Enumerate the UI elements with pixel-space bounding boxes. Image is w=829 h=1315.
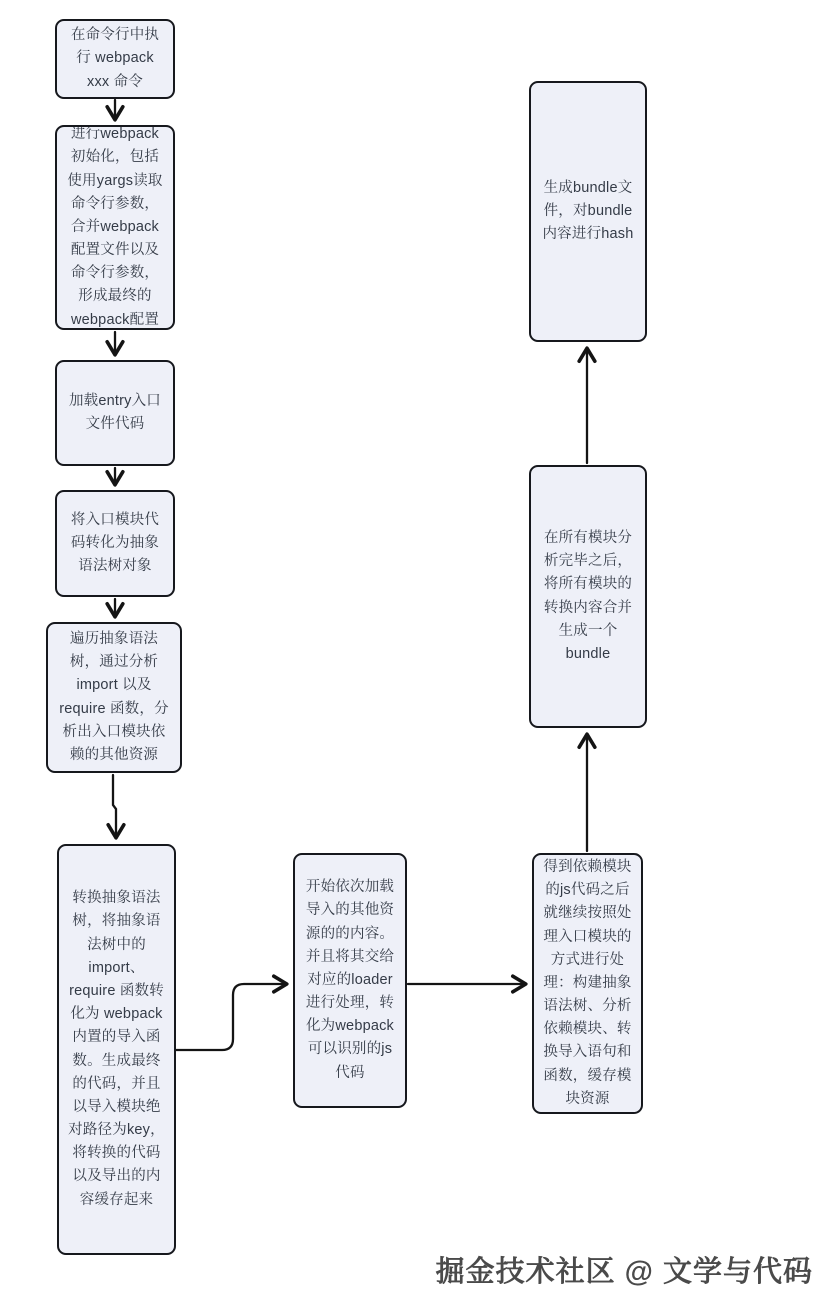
flow-node-entry-to-ast-label: 将入口模块代码转化为抽象语法树对象 bbox=[70, 511, 160, 575]
arrow-transform-ast-to-load-deps bbox=[176, 984, 286, 1050]
flow-node-transform-ast bbox=[57, 844, 176, 1255]
flow-node-load-deps-label: 开始依次加载导入的其他资源的的内容。并且将其交给对应的loader进行处理，转化为webpack可以识别的js代码 bbox=[305, 879, 395, 1081]
flow-node-merge-bundle-label: 在所有模块分析完毕之后，将所有模块的转换内容合并生成一个 bundle bbox=[543, 529, 633, 662]
flow-node-generate-bundle-label: 生成bundle文件，对bundle内容进行hash bbox=[542, 179, 634, 243]
flow-node-load-deps bbox=[293, 853, 407, 1108]
flow-node-run-command bbox=[55, 19, 175, 99]
flow-node-process-deps bbox=[532, 853, 643, 1114]
flow-node-transform-ast-label: 转换抽象语法树，将抽象语法树中的 import、require 函数转化为 webpack 内置的导入函数。生成最终的代码，并且以导入模块绝对路径为key，将转换的代码以及导出的内容缓存起来 bbox=[68, 890, 165, 1208]
flow-node-load-entry bbox=[55, 360, 175, 466]
flow-node-process-deps-label: 得到依赖模块的js代码之后就继续按照处理入口模块的方式进行处理：构建抽象语法树、分析依赖模块、转换导入语句和函数，缓存模块资源 bbox=[543, 858, 632, 1107]
flow-node-generate-bundle bbox=[529, 81, 647, 342]
flow-node-entry-to-ast bbox=[55, 490, 175, 597]
flow-node-traverse-ast bbox=[46, 622, 182, 773]
flow-node-merge-bundle bbox=[529, 465, 647, 728]
flow-node-run-command-label: 在命令行中执行 webpack xxx 命令 bbox=[70, 27, 160, 90]
flow-node-webpack-init-label: 进行webpack初始化，包括使用yargs读取命令行参数，合并webpack配置文件以及命令行参数，形成最终的webpack配置 bbox=[67, 126, 163, 328]
flow-node-load-entry-label: 加载entry入口文件代码 bbox=[68, 392, 162, 432]
flow-node-traverse-ast-label: 遍历抽象语法树，通过分析 import 以及 require 函数，分析出入口模块依赖的其他资源 bbox=[59, 630, 169, 763]
watermark-text: 掘金技术社区 @ 文学与代码 bbox=[435, 1256, 813, 1288]
arrow-traverse-ast-to-transform-ast bbox=[113, 775, 116, 837]
flow-node-webpack-init bbox=[55, 125, 175, 330]
